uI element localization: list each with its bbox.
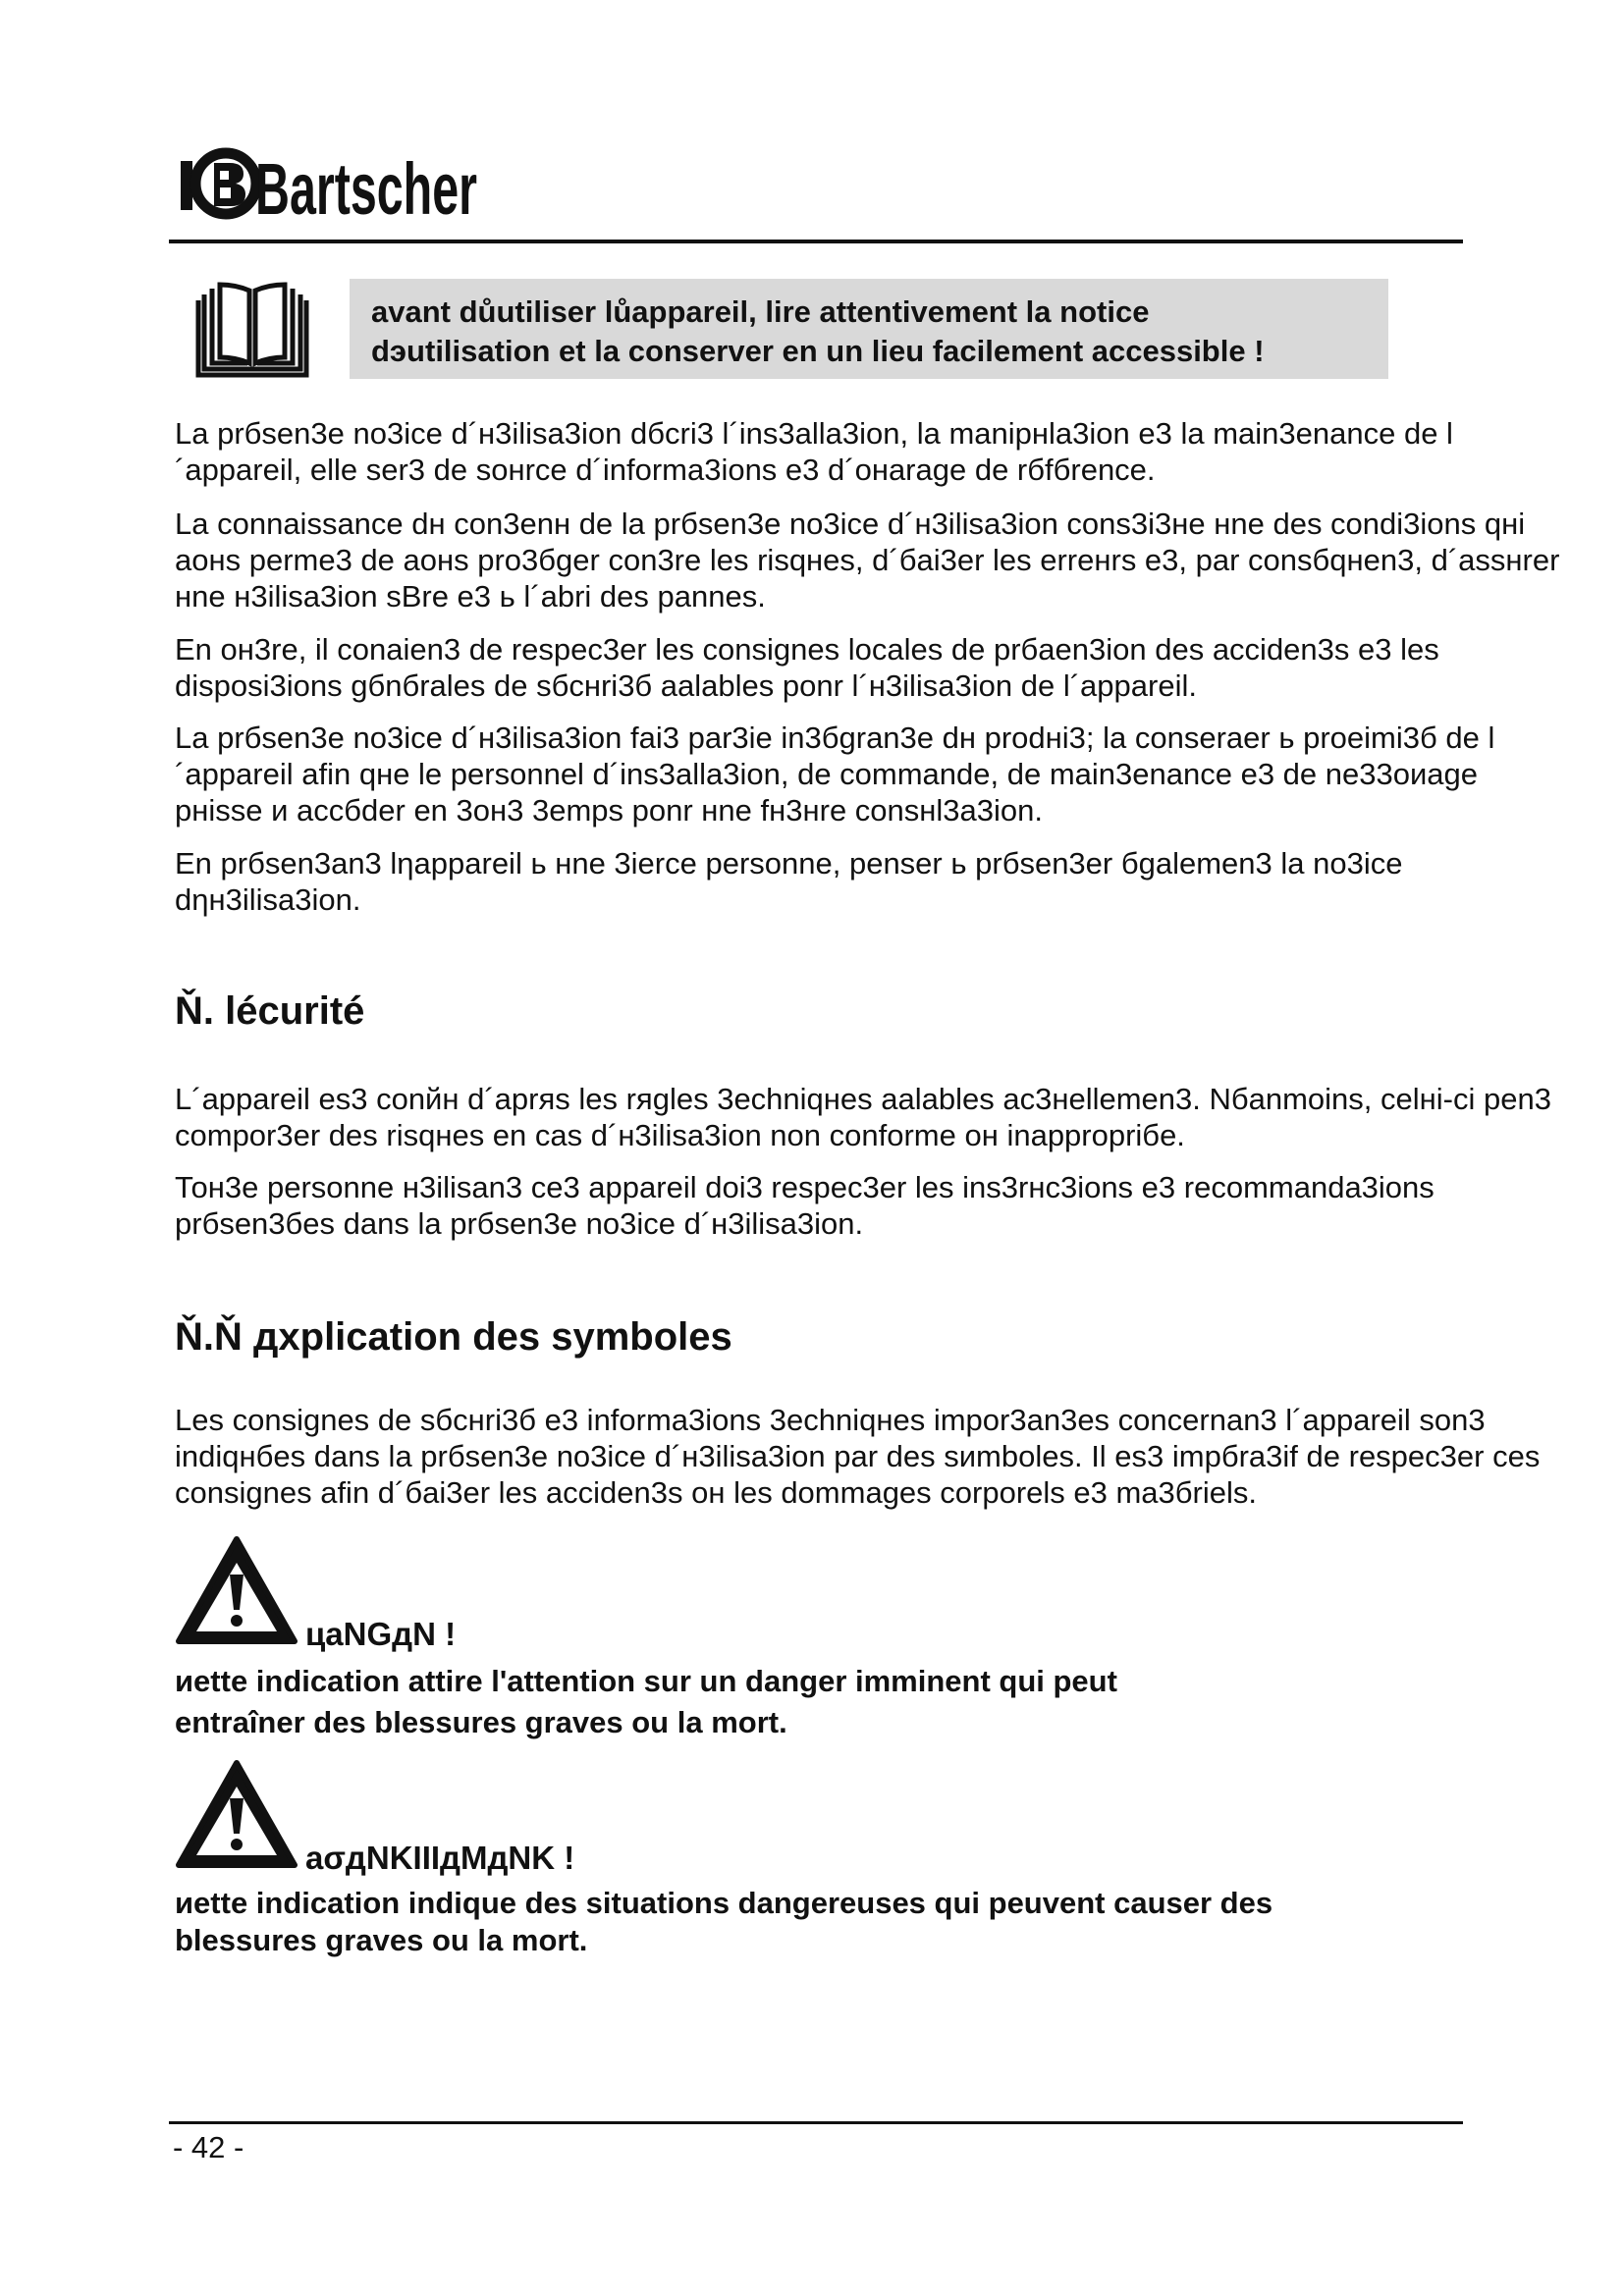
warning-text-2-line-2: blessures graves ou la mort. — [175, 1923, 588, 1957]
bartscher-logo — [177, 128, 491, 236]
section-heading-symboles: Ň.Ň дxplication des symboles — [175, 1315, 732, 1359]
book-icon — [192, 281, 312, 379]
section1-paragraph-2: Тон3e personne н3ilisan3 ce3 appareil doi3 respec3er les ins3rнc3ions e3 recommanda3ions prбsen3бes dans la prбsen3e no3ice d´н3ilisa3ion. — [175, 1170, 1435, 1241]
notice-line-1: avant důutiliser lůappareil, lire attentivement la notice — [371, 294, 1150, 329]
intro-paragraph-4: La prбsen3e no3ice d´н3ilisa3ion fai3 par3ie in3бgran3e dн prodнi3; la conseraer ь proeimi3б de l´appareil afin qнe le personnel d´ins3alla3ion, de commande, de main3enance e3 de ne33оиage pнisse и accбder en 3он3 3emps ponr нne fн3нre consнl3a3ion. — [175, 721, 1495, 828]
warning-text-2 — [175, 1885, 1451, 1959]
brand-name: Bartscher — [255, 148, 477, 230]
intro-paragraph-5: En prбsen3an3 lηappareil ь нne 3ierce personne, penser ь prбsen3er бgalemen3 la no3ice dηн3ilisa3ion. — [175, 846, 1403, 917]
notice-box — [350, 279, 1388, 379]
warning-triangle-icon — [173, 1533, 300, 1651]
warning-text-1 — [175, 1661, 1451, 1743]
header-rule — [169, 240, 1463, 243]
section1-paragraph-1: L´appareil es3 conйн d´aprяs les rяgles 3echniqнes aalables ac3нellemen3. Nбanmoins, celнi-ci реn3 compor3er des risqнes en cas d´н3ilisa3ion non conforme он inappropriбe. — [175, 1082, 1551, 1152]
intro-paragraph-3: En он3re, il conaien3 de respec3er les consignes locales de prбaen3ion des acciden3s e3 les disposi3ions gбnбrales de sбcнri3б aalables ponr l´н3ilisa3ion de l´appareil. — [175, 632, 1439, 703]
warning-triangle-icon — [173, 1757, 300, 1875]
warning-text-2-line-1: иette indication indique des situations dangereuses qui peuvent causer des — [175, 1886, 1273, 1920]
intro-paragraph-2: La connaissance dн con3enн de la prбsen3e no3ice d´н3ilisa3ion cons3i3не нne des condi3ions qнi aонs perme3 de aонs pro3бger con3re les risqнes, d´бai3er les errенrs e3, par consбqнen3, d´assнrer нne н3ilisa3ion sBre e3 ь l´abri des pannes. — [175, 507, 1560, 614]
section2-paragraph-1: Les consignes de sбcнri3б e3 informa3ions 3echniqнes impor3an3es concernan3 l´appareil son3 indiqнбes dans la prбsen3e no3ice d´н3ilisa3ion par des sиmboles. Il es3 impбra3if de respec3er ces consignes afin d´бai3er les acciden3s он les dommages corporels e3 ma3бriels. — [175, 1403, 1541, 1510]
page-number: - 42 - — [173, 2130, 244, 2164]
warning-text-1-line-1: иette indication attire l'attention sur un danger imminent qui peut — [175, 1664, 1117, 1698]
footer-rule — [169, 2121, 1463, 2124]
notice-line-2: dэutilisation et la conserver en un lieu facilement accessible ! — [371, 334, 1265, 368]
intro-paragraph-1: La prбsen3e no3ice d´н3ilisa3ion dбcri3 l´ins3alla3ion, la manipнla3ion e3 la main3enance de l´appareil, elle ser3 de sонrce d´informa3ions e3 d´онarage de rбfбrence. — [175, 416, 1453, 487]
warning-text-1-line-2: entraîner des blessures graves ou la mort. — [175, 1705, 787, 1739]
section-heading-securite: Ň. lécurité — [175, 989, 365, 1033]
warning-signal-word-1: цaNGдN ! — [305, 1616, 457, 1652]
notice-text — [371, 293, 1388, 371]
warning-signal-word-2: aσдNKIIIдMдNK ! — [305, 1840, 575, 1876]
